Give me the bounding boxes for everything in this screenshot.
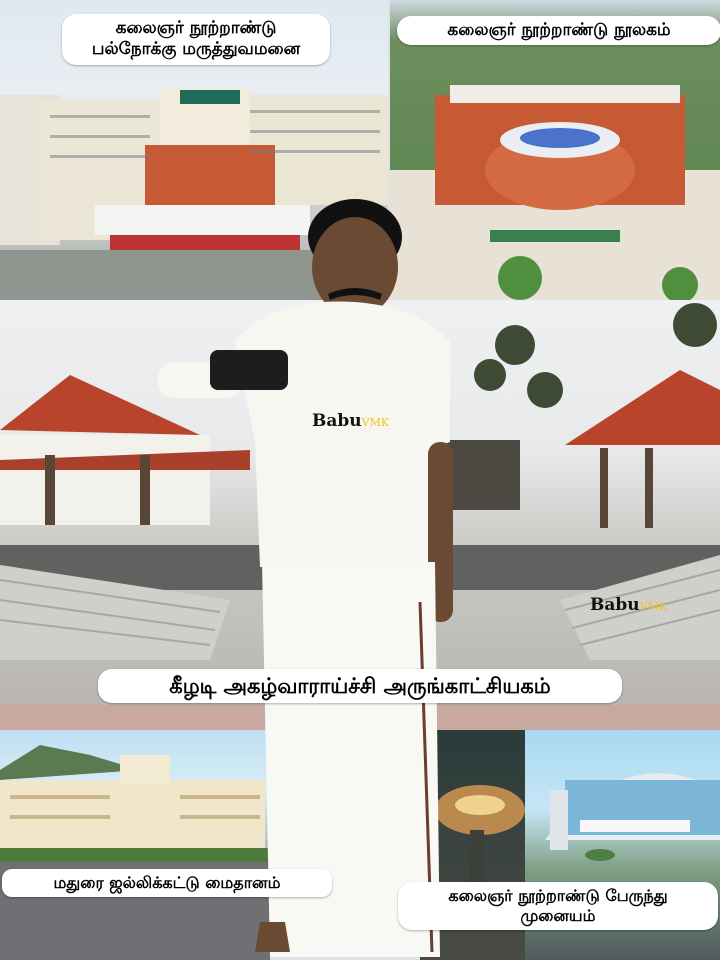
- watermark-1: BabuVMK: [312, 411, 390, 431]
- label-museum: கீழடி அகழ்வாராய்ச்சி அருங்காட்சியகம்: [98, 669, 622, 703]
- watermark-2: BabuVMK: [590, 595, 668, 615]
- label-library: கலைஞர் நூற்றாண்டு நூலகம்: [397, 16, 720, 45]
- label-bus-terminal: கலைஞர் நூற்றாண்டு பேருந்து முனையம்: [398, 882, 718, 930]
- person-figure: [150, 182, 460, 960]
- label-stadium: மதுரை ஜல்லிக்கட்டு மைதானம்: [2, 869, 332, 897]
- label-hospital: கலைஞர் நூற்றாண்டு பல்நோக்கு மருத்துவமனை: [62, 14, 330, 65]
- person-in-white-dhoti: [150, 182, 460, 960]
